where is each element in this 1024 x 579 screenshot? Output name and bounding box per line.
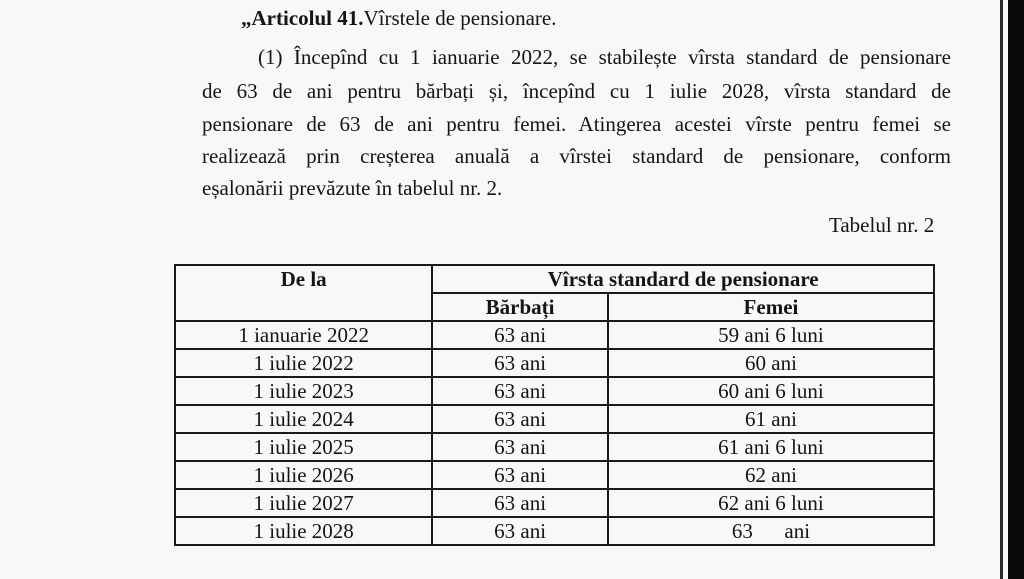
cell-from: 1 iulie 2025	[175, 433, 432, 461]
cell-men: 63 ani	[432, 405, 608, 433]
cell-from: 1 iulie 2022	[175, 349, 432, 377]
cell-from: 1 iulie 2027	[175, 489, 432, 517]
cell-from: 1 iulie 2023	[175, 377, 432, 405]
table-row	[175, 517, 934, 545]
cell-from: 1 iulie 2024	[175, 405, 432, 433]
table-row	[175, 349, 934, 377]
paragraph-line: (1) Începînd cu 1 ianuarie 2022, se stabilește vîrsta standard de pensionare	[258, 45, 951, 69]
article-heading	[241, 4, 557, 32]
header-group: Vîrsta standard de pensionare	[432, 265, 934, 293]
header-from: De la	[175, 265, 432, 321]
paragraph-line: de 63 de ani pentru bărbați și, începînd cu 1 iulie 2028, vîrsta standard de	[202, 79, 951, 103]
pension-age-table	[174, 264, 935, 546]
page-edge-shadow	[1000, 0, 1003, 579]
cell-men: 63 ani	[432, 461, 608, 489]
cell-from: 1 ianuarie 2022	[175, 321, 432, 349]
cell-women: 61 ani	[608, 405, 934, 433]
article-title: Vîrstele de pensionare.	[363, 6, 557, 30]
table-row	[175, 433, 934, 461]
header-women: Femei	[608, 293, 934, 321]
paragraph-line: realizează prin creșterea anuală a vîrstei standard de pensionare, conform	[202, 144, 951, 168]
header-men: Bărbați	[432, 293, 608, 321]
cell-women: 62 ani 6 luni	[608, 489, 934, 517]
cell-women: 60 ani 6 luni	[608, 377, 934, 405]
cell-women: 59 ani 6 luni	[608, 321, 934, 349]
page-border-dark	[1008, 0, 1024, 579]
cell-from: 1 iulie 2028	[175, 517, 432, 545]
table-label: Tabelul nr. 2	[829, 213, 935, 237]
cell-men: 63 ani	[432, 377, 608, 405]
table-row	[175, 321, 934, 349]
cell-women: 60 ani	[608, 349, 934, 377]
cell-men: 63 ani	[432, 489, 608, 517]
table-row	[175, 377, 934, 405]
paragraph-line: pensionare de 63 de ani pentru femei. Atingerea acestei vîrste pentru femei se	[202, 112, 951, 136]
paragraph-line: eșalonării prevăzute în tabelul nr. 2.	[202, 176, 503, 200]
cell-men: 63 ani	[432, 517, 608, 545]
article-number: „Articolul 41.	[241, 6, 364, 30]
cell-women: 62 ani	[608, 461, 934, 489]
table-row	[175, 405, 934, 433]
table-row	[175, 461, 934, 489]
cell-from: 1 iulie 2026	[175, 461, 432, 489]
cell-men: 63 ani	[432, 433, 608, 461]
cell-men: 63 ani	[432, 349, 608, 377]
cell-women: 63 ani	[608, 517, 934, 545]
cell-women: 61 ani 6 luni	[608, 433, 934, 461]
cell-men: 63 ani	[432, 321, 608, 349]
table-row	[175, 489, 934, 517]
